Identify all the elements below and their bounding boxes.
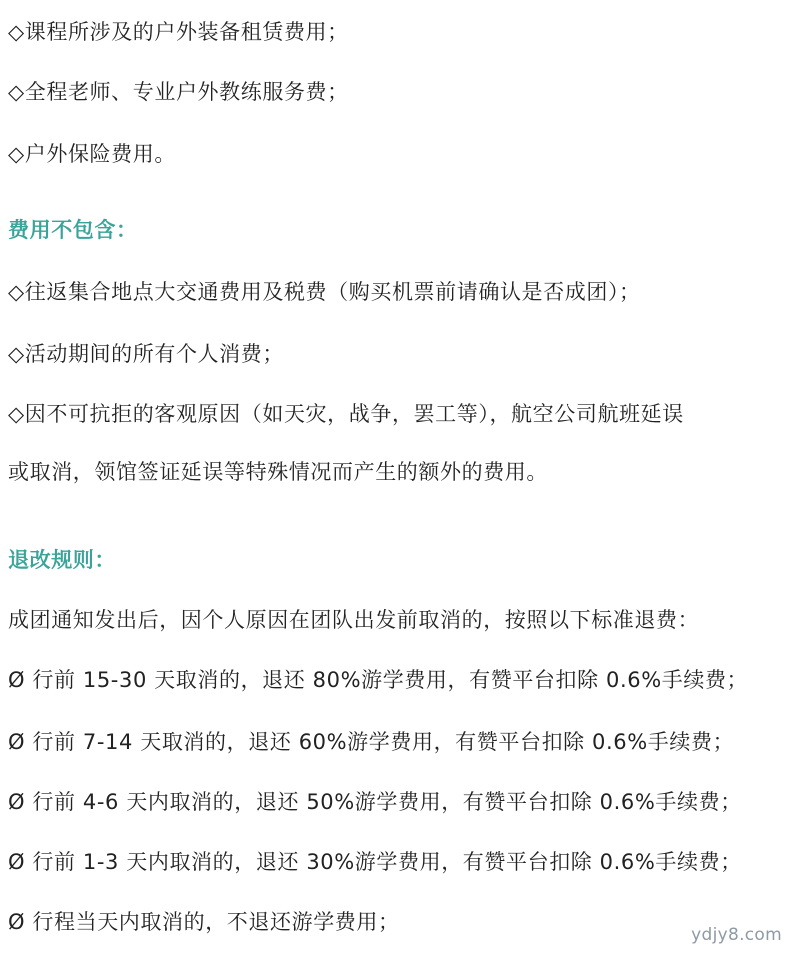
included-item-coach: ◇全程老师、专业户外教练服务费； (8, 80, 349, 104)
excluded-item-force-majeure: ◇因不可抗拒的客观原因（如天灾，战争，罢工等），航空公司航班延误 (8, 402, 684, 426)
included-item-insurance: ◇户外保险费用。 (8, 142, 176, 166)
excluded-item-force-majeure-cont: 或取消，领馆签证延误等特殊情况而产生的额外的费用。 (8, 460, 548, 484)
refund-rule: Ø 行程当天内取消的，不退还游学费用； (8, 910, 400, 934)
refund-heading: 退改规则： (8, 548, 116, 572)
excluded-heading: 费用不包含： (8, 218, 138, 242)
refund-rule: Ø 行前 1-3 天内取消的，退还 30%游学费用，有赞平台扣除 0.6%手续费； (8, 850, 742, 874)
excluded-item-transport: ◇往返集合地点大交通费用及税费（购买机票前请确认是否成团）； (8, 280, 641, 304)
excluded-item-personal: ◇活动期间的所有个人消费； (8, 342, 284, 366)
refund-rule: Ø 行前 4-6 天内取消的，退还 50%游学费用，有赞平台扣除 0.6%手续费； (8, 790, 742, 814)
refund-intro: 成团通知发出后，因个人原因在团队出发前取消的，按照以下标准退费： (8, 608, 700, 632)
refund-rule: Ø 行前 15-30 天取消的，退还 80%游学费用，有赞平台扣除 0.6%手续费； (8, 668, 749, 692)
refund-rule: Ø 行前 7-14 天取消的，退还 60%游学费用，有赞平台扣除 0.6%手续费； (8, 730, 735, 754)
included-item-equipment: ◇课程所涉及的户外装备租赁费用； (8, 20, 349, 44)
watermark: ydjy8.com (691, 925, 782, 945)
